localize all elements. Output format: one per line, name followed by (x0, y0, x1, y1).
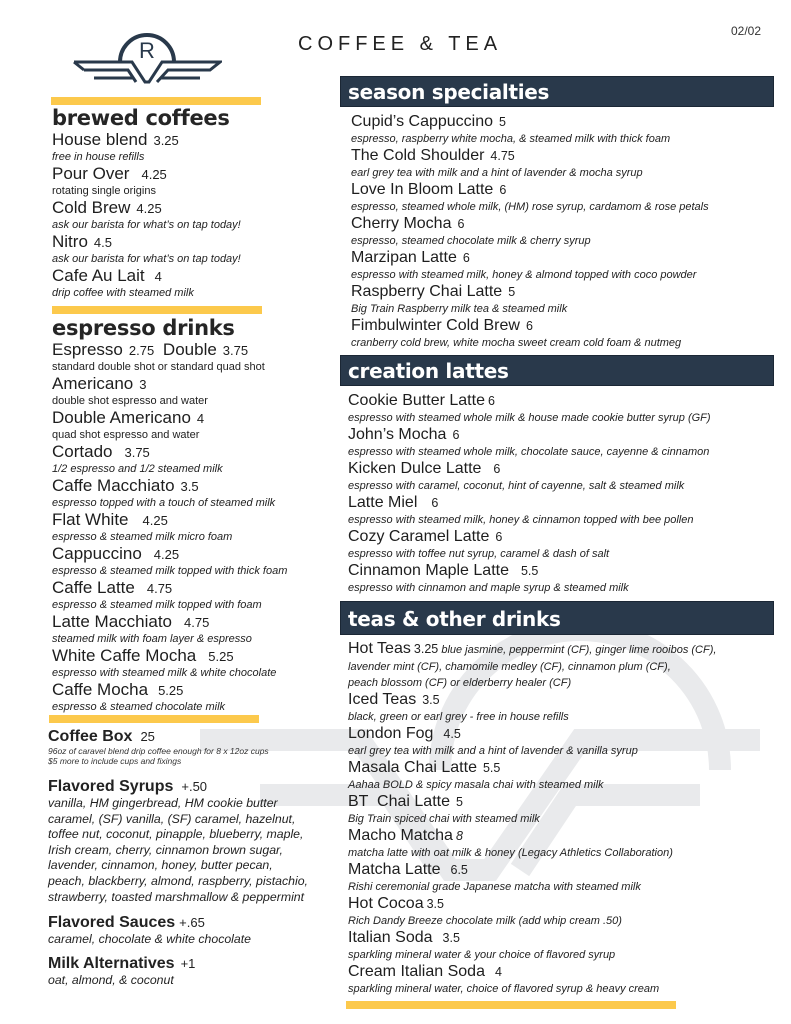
item-price: 2.75 (128, 343, 155, 358)
item-name: John’s Mocha (348, 426, 447, 443)
item-name: Love In Bloom Latte (351, 181, 494, 198)
item-name: Flat White (52, 510, 129, 529)
menu-item (52, 164, 322, 198)
section-season-specialties (340, 76, 774, 350)
item-price: 3.75 (124, 445, 150, 460)
item-name: Matcha Latte (348, 861, 441, 878)
item-name: White Caffe Mocha (52, 646, 197, 665)
section-teas-other-drinks (340, 601, 774, 996)
item-desc: caramel, chocolate & white chocolate (48, 932, 252, 947)
item-price: 6.5 (450, 863, 468, 877)
item-name: Cafe Au Lait (52, 266, 145, 285)
menu-item (340, 425, 774, 459)
item-price: 4.25 (142, 513, 168, 528)
item-price: +.65 (179, 915, 205, 931)
menu-item (340, 792, 774, 826)
item-desc: ask our barista for what’s on tap today! (52, 253, 241, 265)
item-name: Cream Italian Soda (348, 963, 485, 980)
item-desc: espresso topped with a touch of steamed milk (52, 497, 276, 509)
syrup-list-line: Irish cream, cherry, cinnamon brown sugar, (48, 842, 283, 857)
menu-item (340, 527, 774, 561)
item-price: 3.75 (222, 343, 249, 358)
syrup-list-line: toffee nut, coconut, pinapple, blueberry, maple, (48, 827, 304, 842)
section-title: brewed coffees (52, 106, 230, 130)
syrup-list-line: strawberry, toasted marshmallow & peppermint (48, 889, 305, 904)
item-desc: espresso & steamed milk micro foam (52, 531, 233, 543)
menu-item (52, 340, 322, 374)
item-price: 25 (140, 729, 155, 744)
menu-item (52, 612, 322, 646)
item-price: 3 (139, 377, 147, 392)
logo-icon (72, 20, 222, 90)
menu-item (340, 214, 774, 248)
menu-item (340, 248, 774, 282)
menu-item (52, 198, 322, 232)
item-name: Kicken Dulce Latte (348, 460, 482, 477)
item-desc: espresso & steamed milk topped with thick foam (52, 565, 288, 577)
item-price: 5.25 (158, 683, 184, 698)
menu-item (340, 180, 774, 214)
item-name: Double Americano (52, 408, 191, 427)
menu-item (340, 316, 774, 350)
item-price: 5 (508, 285, 516, 299)
menu-item (340, 826, 774, 860)
item-desc: espresso with caramel, coconut, hint of cayenne, salt & steamed milk (348, 480, 685, 492)
menu-item (340, 758, 774, 792)
item-name: Masala Chai Latte (348, 759, 477, 776)
item-name: Cortado (52, 442, 113, 461)
item-desc: oat, almond, & coconut (48, 973, 174, 988)
item-name: The Cold Shoulder (351, 147, 485, 164)
item-desc: earl grey tea with milk and a hint of lavender & vanilla syrup (348, 745, 638, 757)
item-name: Flavored Sauces (48, 914, 176, 932)
item-price: 6 (499, 183, 507, 197)
item-desc: earl grey tea with milk and a hint of lavender & mocha syrup (351, 167, 643, 179)
item-name: Nitro (52, 232, 88, 251)
item-price: +1 (180, 956, 196, 972)
item-name: Marzipan Latte (351, 249, 457, 266)
item-name: BT Chai Latte (348, 793, 450, 810)
item-name: Hot Cocoa (348, 895, 424, 912)
item-price: 6 (487, 394, 495, 408)
menu-item (340, 391, 774, 425)
item-price: 3.5 (442, 931, 460, 945)
item-desc: Rishi ceremonial grade Japanese matcha with steamed milk (348, 881, 641, 893)
menu-item (340, 146, 774, 180)
svg-text:R: R (139, 38, 155, 63)
item-desc: espresso with toffee nut syrup, caramel & dash of salt (348, 548, 610, 560)
item-price: 4.5 (443, 727, 461, 741)
flavored-syrups (48, 777, 338, 905)
item-name: Americano (52, 374, 134, 393)
syrup-list-line: vanilla, HM gingerbread, HM cookie butter (48, 796, 278, 810)
item-price: 6 (462, 251, 470, 265)
item-name: Milk Alternatives (48, 955, 175, 973)
item-desc: Big Train Raspberry milk tea & steamed milk (351, 303, 568, 315)
item-desc: lavender mint (CF), chamomile medley (CF), cinnamon plum (CF), (348, 661, 671, 673)
section-banner: season specialties (340, 76, 774, 107)
item-name: Cherry Mocha (351, 215, 452, 232)
item-desc: cranberry cold brew, white mocha sweet cream cold foam & nutmeg (351, 337, 682, 349)
section-creation-lattes (340, 355, 774, 595)
item-desc: matcha latte with oat milk & honey (Legacy Athletics Collaboration) (348, 847, 673, 859)
menu-item (52, 578, 322, 612)
item-price: 5 (455, 795, 463, 809)
item-desc: double shot espresso and water (52, 395, 208, 407)
menu-item (52, 646, 322, 680)
item-name: Iced Teas (348, 691, 417, 708)
item-desc: espresso with steamed milk & white chocolate (52, 667, 277, 679)
item-name: Coffee Box (48, 728, 133, 745)
menu-item (52, 544, 322, 578)
item-name: London Fog (348, 725, 434, 742)
syrup-list-line: lavender, cinnamon, honey, butter pecan, (48, 858, 273, 873)
item-desc: sparkling mineral water & your choice of flavored syrup (348, 949, 616, 961)
item-desc: espresso with cinnamon and maple syrup & steamed milk (348, 582, 629, 594)
syrup-list-line: caramel, (SF) vanilla, (SF) caramel, hazelnut, (48, 811, 296, 826)
item-price: 4.75 (146, 581, 173, 596)
section-brewed-coffees (52, 106, 322, 300)
menu-item (52, 442, 322, 476)
menu-item (340, 724, 774, 758)
item-desc: Rich Dandy Breeze chocolate milk (add whip cream .50) (348, 915, 622, 927)
item-price: 8 (455, 829, 463, 843)
item-name: Cookie Butter Latte (348, 392, 485, 409)
item-price: 6 (452, 428, 460, 442)
item-desc: Aahaa BOLD & spicy masala chai with steamed milk (348, 779, 604, 791)
item-name: Cupid’s Cappuccino (351, 113, 494, 130)
menu-item (52, 476, 322, 510)
menu-item (340, 459, 774, 493)
item-price: 4.75 (184, 615, 210, 630)
item-name: Raspberry Chai Latte (351, 283, 503, 300)
coffee-box (48, 727, 338, 766)
item-desc: peach blossom (CF) or elderberry healer (CF) (348, 677, 572, 689)
item-desc: espresso & steamed chocolate milk (52, 701, 226, 713)
item-desc: espresso, steamed chocolate milk & cherry syrup (351, 235, 591, 247)
item-desc: sparkling mineral water, choice of flavored syrup & heavy cream (348, 983, 660, 995)
page-number: 02/02 (731, 24, 762, 38)
item-desc: 96oz of caravel blend drip coffee enough for 8 x 12oz cups (48, 746, 269, 756)
item-desc: espresso, raspberry white mocha, & steamed milk with thick foam (351, 133, 671, 145)
menu-item (52, 130, 322, 164)
item-price: 3.25 (413, 642, 439, 656)
item-name: Pour Over (52, 164, 130, 183)
item-desc: steamed milk with foam layer & espresso (52, 633, 252, 645)
item-price: 6 (493, 462, 501, 476)
item-price: 3.5 (180, 479, 199, 494)
item-price: 4 (196, 411, 205, 426)
item-desc: 1/2 espresso and 1/2 steamed milk (52, 463, 223, 475)
menu-item (52, 232, 322, 266)
item-name: House blend (52, 130, 148, 149)
syrup-list-line: peach, blackberry, almond, raspberry, pistachio, (48, 873, 308, 888)
item-desc: drip coffee with steamed milk (52, 287, 194, 299)
menu-item (340, 561, 774, 595)
divider-bar (49, 715, 259, 723)
item-desc: black, green or earl grey - free in house refills (348, 711, 569, 723)
item-desc: espresso with steamed milk, honey & almond topped with coco powder (351, 269, 697, 281)
item-desc: standard double shot or standard quad shot (52, 361, 265, 373)
menu-item (340, 962, 774, 996)
brand-title: COFFEE & TEA (298, 33, 503, 55)
item-price: 4 (494, 965, 502, 979)
item-price: 6 (457, 217, 465, 231)
section-espresso-drinks (52, 316, 322, 714)
item-desc: rotating single origins (52, 185, 156, 197)
item-price: 3.25 (153, 133, 179, 148)
section-title: espresso drinks (52, 316, 235, 340)
item-price: 6 (495, 530, 503, 544)
menu-item (52, 374, 322, 408)
item-desc: espresso with steamed milk, honey & cinnamon topped with bee pollen (348, 514, 694, 526)
divider-bar (346, 1001, 676, 1009)
item-name: Hot Teas (348, 640, 411, 657)
item-name: Fimbulwinter Cold Brew (351, 317, 520, 334)
item-name: Latte Miel (348, 494, 418, 511)
item-price: 6 (525, 319, 533, 333)
item-price: 4.25 (136, 201, 162, 216)
item-desc: espresso with steamed whole milk, chocolate sauce, cayenne & cinnamon (348, 446, 710, 458)
section-banner: creation lattes (340, 355, 774, 386)
item-price: 4 (154, 269, 162, 284)
item-name: Cold Brew (52, 198, 131, 217)
item-price: 5.25 (208, 649, 234, 664)
item-price: 3.5 (426, 897, 444, 911)
item-name: Cozy Caramel Latte (348, 528, 490, 545)
item-desc: free in house refills (52, 151, 145, 163)
extras-section (48, 727, 338, 987)
menu-item (52, 408, 322, 442)
item-price: 4.25 (141, 167, 167, 182)
item-price: 3.5 (422, 693, 440, 707)
item-price: 5.5 (482, 761, 501, 775)
item-name: Latte Macchiato (52, 612, 173, 631)
menu-item (52, 510, 322, 544)
item-name: Cappuccino (52, 544, 142, 563)
item-name: Cinnamon Maple Latte (348, 562, 509, 579)
flavored-sauces (48, 913, 338, 946)
item-desc: espresso & steamed milk topped with foam (52, 599, 262, 611)
menu-item (340, 860, 774, 894)
item-name: Macho Matcha (348, 827, 453, 844)
menu-item (52, 266, 322, 300)
item-name: Caffe Mocha (52, 680, 149, 699)
item-desc: blue jasmine, peppermint (CF), ginger lime rooibos (CF), (441, 644, 717, 656)
milk-alternatives (48, 954, 338, 987)
item-desc: ask our barista for what’s on tap today! (52, 219, 241, 231)
item-name: Caffe Macchiato (52, 476, 175, 495)
right-column (340, 76, 774, 996)
menu-item (52, 680, 322, 714)
item-name: Caffe Latte (52, 578, 135, 597)
menu-item (340, 690, 774, 724)
menu-item-hot-teas (340, 639, 774, 690)
item-price: 6 (431, 496, 439, 510)
item-desc: espresso with steamed whole milk & house made cookie butter syrup (GF) (348, 412, 711, 424)
item-desc: espresso, steamed whole milk, (HM) rose syrup, cardamom & rose petals (351, 201, 709, 213)
item-name: Espresso (52, 340, 123, 359)
left-column (52, 106, 322, 714)
item-name: Flavored Syrups (48, 778, 174, 795)
item-price: 4.75 (490, 149, 515, 163)
item-desc: Big Train spiced chai with steamed milk (348, 813, 540, 825)
menu-item (340, 493, 774, 527)
item-price: 4.5 (93, 235, 112, 250)
menu-item (340, 894, 774, 928)
item-price: 5.5 (520, 564, 539, 578)
item-desc: quad shot espresso and water (52, 429, 200, 441)
menu-item (340, 928, 774, 962)
menu-item (340, 282, 774, 316)
item-name: Italian Soda (348, 929, 433, 946)
menu-item (340, 112, 774, 146)
item-name: Double (162, 340, 217, 359)
item-desc: $5 more to include cups and fixings (48, 756, 182, 766)
section-banner: teas & other drinks (340, 601, 774, 635)
item-price: 4.25 (153, 547, 180, 562)
divider-bar (51, 97, 261, 105)
item-price: +.50 (181, 779, 208, 794)
item-price: 5 (499, 115, 506, 129)
